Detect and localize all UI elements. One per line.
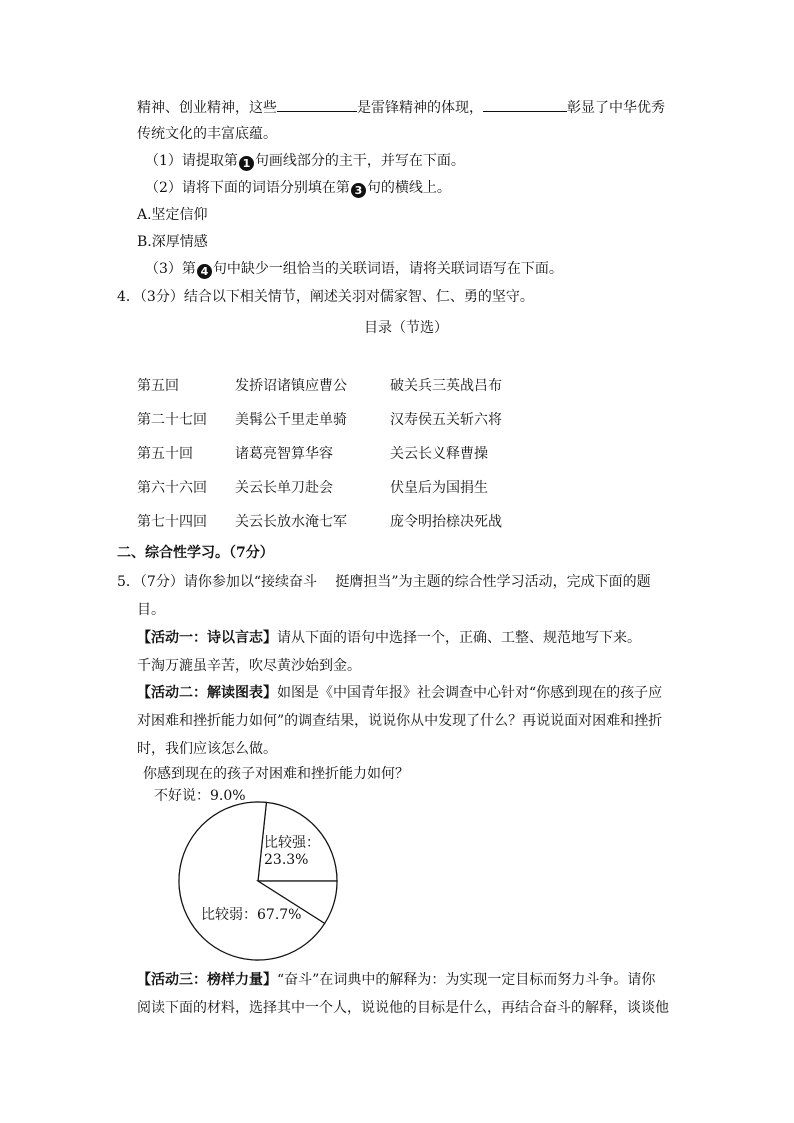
toc-num: 第五回 (137, 378, 179, 394)
q3-line2: 传统文化的丰富底蕴。 (137, 126, 277, 142)
q3-sub2-post: 句的横线上。 (366, 180, 451, 196)
activity-3-title: 【活动三：榜样力量】 (137, 972, 277, 988)
activity-3-text-1: “奋斗”在词典中的解释为：为实现一定目标而努力斗争。请你 (277, 972, 656, 988)
toc-title-a: 美髯公千里走单骑 (235, 412, 347, 428)
activity-2-text-3: 时，我们应该怎么做。 (137, 741, 277, 757)
q3-sub1-post: 句画线部分的主干，并写在下面。 (254, 153, 465, 169)
toc-title-b: 伏皇后为国捐生 (390, 480, 488, 496)
option-b: B.深厚情感 (137, 234, 208, 250)
q3-sub3-pre: （3）第 (145, 261, 196, 277)
q5-line2: 目。 (137, 602, 165, 618)
q3-line1-c: 彰显了中华优秀 (567, 100, 665, 116)
toc-num: 第七十四回 (137, 514, 207, 530)
slice-value-strong: 23.3% (264, 852, 309, 868)
toc-num: 第五十回 (137, 446, 193, 462)
answer-blank-2[interactable] (483, 97, 567, 112)
toc-title-b: 破关兵三英战吕布 (390, 378, 502, 394)
activity-1-title: 【活动一：诗以言志】 (137, 630, 277, 646)
toc-title-b: 关云长义释曹操 (390, 446, 488, 462)
q3-sub3 (145, 259, 563, 279)
activity-1-text: 请从下面的语句中选择一个，正确、工整、规范地写下来。 (277, 630, 641, 646)
toc-title-b: 庞令明抬榇决死战 (390, 514, 502, 530)
poem-line: 千淘万漉虽辛苦，吹尽黄沙始到金。 (137, 658, 361, 674)
toc-title-a: 关云长放水淹七军 (235, 514, 347, 530)
q3-sub3-post: 句中缺少一组恰当的关联词语，请将关联词语写在下面。 (212, 261, 563, 277)
activity-3 (137, 970, 655, 990)
toc-num: 第二十七回 (137, 412, 207, 428)
q3-line1-a: 精神、创业精神，这些 (137, 100, 277, 116)
activity-3-text-2: 阅读下面的材料，选择其中一个人，说说他的目标是什么，再结合奋斗的解释，谈谈他 (137, 1000, 669, 1016)
slice-label-uncertain: 不好说：9.0% (154, 788, 246, 804)
circled-number-icon: 3 (351, 183, 366, 198)
circled-number-icon: 4 (197, 264, 212, 279)
q3-line1 (137, 97, 665, 118)
toc-title-b: 汉寿侯五关斩六将 (390, 412, 502, 428)
slice-label-weak: 比较弱：67.7% (201, 907, 302, 923)
toc-num: 第六十六回 (137, 480, 207, 496)
activity-2 (137, 683, 662, 703)
q3-sub2 (145, 178, 451, 198)
q3-line1-b: 是雷锋精神的体现， (357, 100, 483, 116)
section-heading: 二、综合性学习。（7分） (117, 545, 274, 561)
activity-2-text-1: 如图是《中国青年报》社会调查中心针对“你感到现在的孩子应 (277, 685, 663, 701)
q3-sub1 (145, 151, 465, 171)
toc-title-a: 诸葛亮智算华容 (235, 446, 333, 462)
q3-sub2-pre: （2）请将下面的词语分别填在第 (145, 180, 350, 196)
toc-title-a: 发挢诏诸镇应曹公 (235, 378, 347, 394)
q5-line1: 5．（7分）请你参加以“接续奋斗 挺膺担当”为主题的综合性学习活动，完成下面的题 (117, 574, 651, 590)
activity-1 (137, 628, 641, 648)
slice-label-strong: 比较强： (264, 835, 320, 851)
answer-blank-1[interactable] (277, 97, 357, 112)
activity-2-title: 【活动二：解读图表】 (137, 685, 277, 701)
toc-title: 目录（节选） (364, 320, 448, 336)
chart-title: 你感到现在的孩子对困难和挫折能力如何？ (143, 766, 409, 782)
pie-chart (150, 780, 390, 970)
q4-text: 4．（3分）结合以下相关情节，阐述关羽对儒家智、仁、勇的坚守。 (117, 289, 534, 305)
option-a: A.坚定信仰 (137, 207, 208, 223)
q3-sub1-pre: （1）请提取第 (145, 153, 238, 169)
activity-2-text-2: 对困难和挫折能力如何”的调查结果，说说你从中发现了什么？再说说面对困难和挫折 (137, 713, 663, 729)
circled-number-icon: 1 (239, 156, 254, 171)
toc-title-a: 关云长单刀赴会 (235, 480, 333, 496)
